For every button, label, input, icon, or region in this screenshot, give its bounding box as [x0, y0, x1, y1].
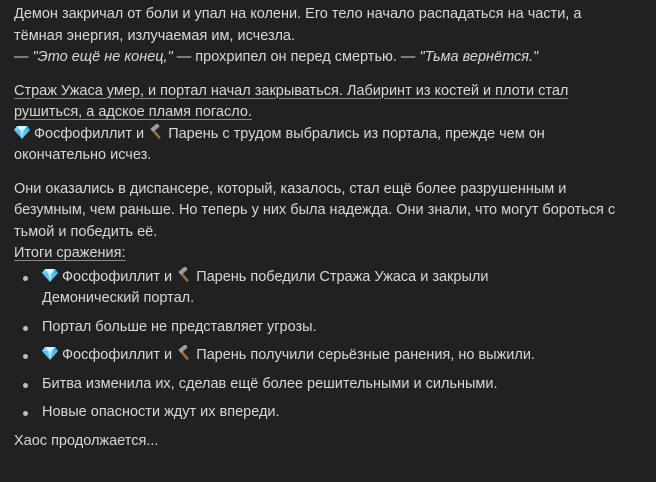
list-item [14, 345, 642, 367]
text: Парень получили серьёзные ранения, но выжили. [196, 347, 535, 363]
list-item [14, 317, 642, 339]
gem-icon [42, 267, 58, 283]
text: тёмная энергия, излучаемая им, исчезла. [14, 27, 296, 44]
paragraph-demon [14, 0, 642, 69]
text: Демон закричал от боли и упал на колени. Его тело начало распадаться на части, а [14, 6, 582, 22]
results-list [14, 267, 642, 424]
text: Битва изменила их, сделав ещё более решительными и сильными. [42, 375, 498, 392]
text: Фосфофиллит и [34, 125, 149, 142]
text: Портал больше не представляет угрозы. [42, 318, 317, 335]
paragraph-dispensary [14, 179, 642, 244]
paragraph-portal [14, 81, 642, 167]
text: Новые опасности ждут их впереди. [42, 404, 280, 420]
text: тьмой и победить её. [14, 223, 158, 240]
text: — [14, 49, 33, 65]
text: Они оказались в диспансере, который, казалось, стал ещё более разрушенным и [14, 180, 567, 197]
list-item [14, 402, 642, 424]
text: Фосфофиллит и [62, 347, 177, 363]
text: окончательно исчез. [14, 147, 152, 163]
gem-icon [42, 345, 58, 361]
closing-line: Хаос продолжается... [14, 432, 159, 449]
results-title: Итоги сражения: [14, 245, 126, 261]
text: Парень победили Стража Ужаса и закрыли [196, 268, 489, 285]
text: безумным, чем раньше. Но теперь у них была надежда. Они знали, что могут бороться с [14, 202, 616, 218]
text: — прохрипел он перед смертью. — [172, 49, 420, 65]
hammer-icon [176, 345, 192, 361]
quote-text: "Это ещё не конец," [32, 49, 173, 65]
list-item [14, 374, 642, 396]
text: Фосфофиллит и [62, 268, 177, 285]
hammer-icon [176, 267, 192, 283]
gem-icon [14, 124, 30, 140]
list-item [14, 267, 642, 310]
quote-text: "Тьма вернётся." [419, 49, 539, 65]
text: Парень с трудом выбрались из портала, прежде чем он [168, 125, 545, 142]
text: рушиться, а адское пламя погасло. [14, 104, 252, 120]
hammer-icon [148, 124, 164, 140]
text: Страж Ужаса умер, и портал начал закрываться. Лабиринт из костей и плоти стал [14, 82, 569, 99]
text: Демонический портал. [42, 290, 195, 306]
